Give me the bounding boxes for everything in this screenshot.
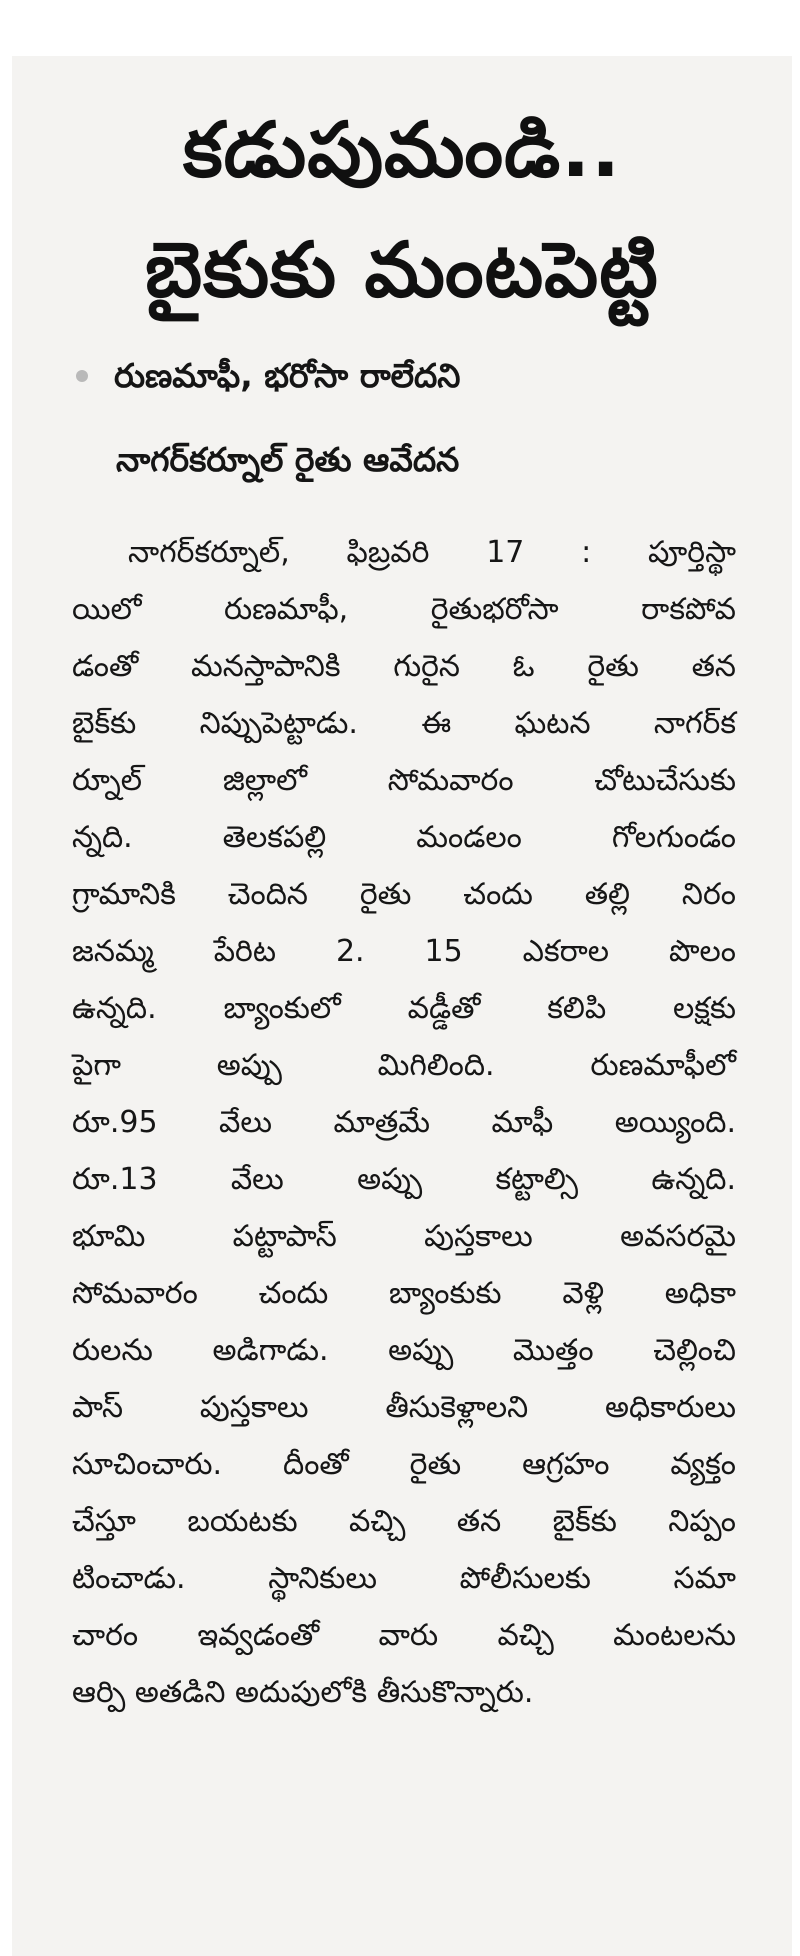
article-line: సోమవారం చందు బ్యాంకుకు వెళ్లి అధికా — [72, 1276, 736, 1311]
article-line: పైగా అప్పు మిగిలింది. రుణమాఫీలో — [72, 1048, 736, 1083]
article-line: రులను అడిగాడు. అప్పు మొత్తం చెల్లించి — [72, 1333, 736, 1368]
subheading-2 — [76, 418, 792, 502]
article-line: బైక్‌కు నిప్పుపెట్టాడు. ఈ ఘటన నాగర్‌క — [72, 706, 736, 741]
article-line: చారం ఇవ్వడంతో వారు వచ్చి మంటలను — [72, 1618, 736, 1653]
subheading-1-text: రుణమాఫీ, భరోసా రాలేదని — [114, 356, 461, 395]
article-line: జనమ్మ పేరిట 2. 15 ఎకరాల పొలం — [72, 934, 736, 969]
article-body — [12, 524, 792, 1721]
bullet-icon — [76, 370, 88, 382]
article-line: భూమి పట్టాపాస్ పుస్తకాలు అవసరమై — [72, 1219, 736, 1254]
article-line: పాస్ పుస్తకాలు తీసుకెళ్లాలని అధికారులు — [72, 1390, 736, 1425]
newspaper-clipping — [12, 56, 792, 1956]
headline — [12, 56, 792, 330]
article-line: టించాడు. స్థానికులు పోలీసులకు సమా — [72, 1561, 736, 1596]
article-line: సూచించారు. దీంతో రైతు ఆగ్రహం వ్యక్తం — [72, 1447, 736, 1482]
subheadings — [12, 334, 792, 502]
article-line: గ్రామానికి చెందిన రైతు చందు తల్లి నిరం — [72, 877, 736, 912]
article-line: ర్నూల్ జిల్లాలో సోమవారం చోటుచేసుకు — [72, 763, 736, 798]
headline-line-1: కడుపుమండి.. — [183, 105, 621, 194]
article-line: యిలో రుణమాఫీ, రైతుభరోసా రాకపోవ — [72, 592, 736, 627]
article-line: ఉన్నది. బ్యాంకులో వడ్డీతో కలిపి లక్షకు — [72, 991, 736, 1026]
article-line: డంతో మనస్తాపానికి గురైన ఓ రైతు తన — [72, 649, 736, 684]
article-line: న్నది. తెలకపల్లి మండలం గోలగుండం — [72, 820, 736, 855]
article-line: రూ.13 వేలు అప్పు కట్టాల్సి ఉన్నది. — [72, 1162, 736, 1197]
subheading-2-text: నాగర్‌కర్నూల్ రైతు ఆవేదన — [116, 440, 460, 479]
article-line: నాగర్‌కర్నూల్, ఫిబ్రవరి 17 : పూర్తిస్థా — [128, 535, 736, 570]
article-line: చేస్తూ బయటకు వచ్చి తన బైక్‌కు నిప్పం — [72, 1504, 736, 1539]
headline-line-2: బైకుకు మంటపెట్టి — [145, 225, 659, 314]
article-line: రూ.95 వేలు మాత్రమే మాఫీ అయ్యింది. — [72, 1105, 736, 1140]
subheading-1 — [76, 334, 792, 418]
article-line: ఆర్పి అతడిని అదుపులోకి తీసుకొన్నారు. — [72, 1675, 534, 1710]
